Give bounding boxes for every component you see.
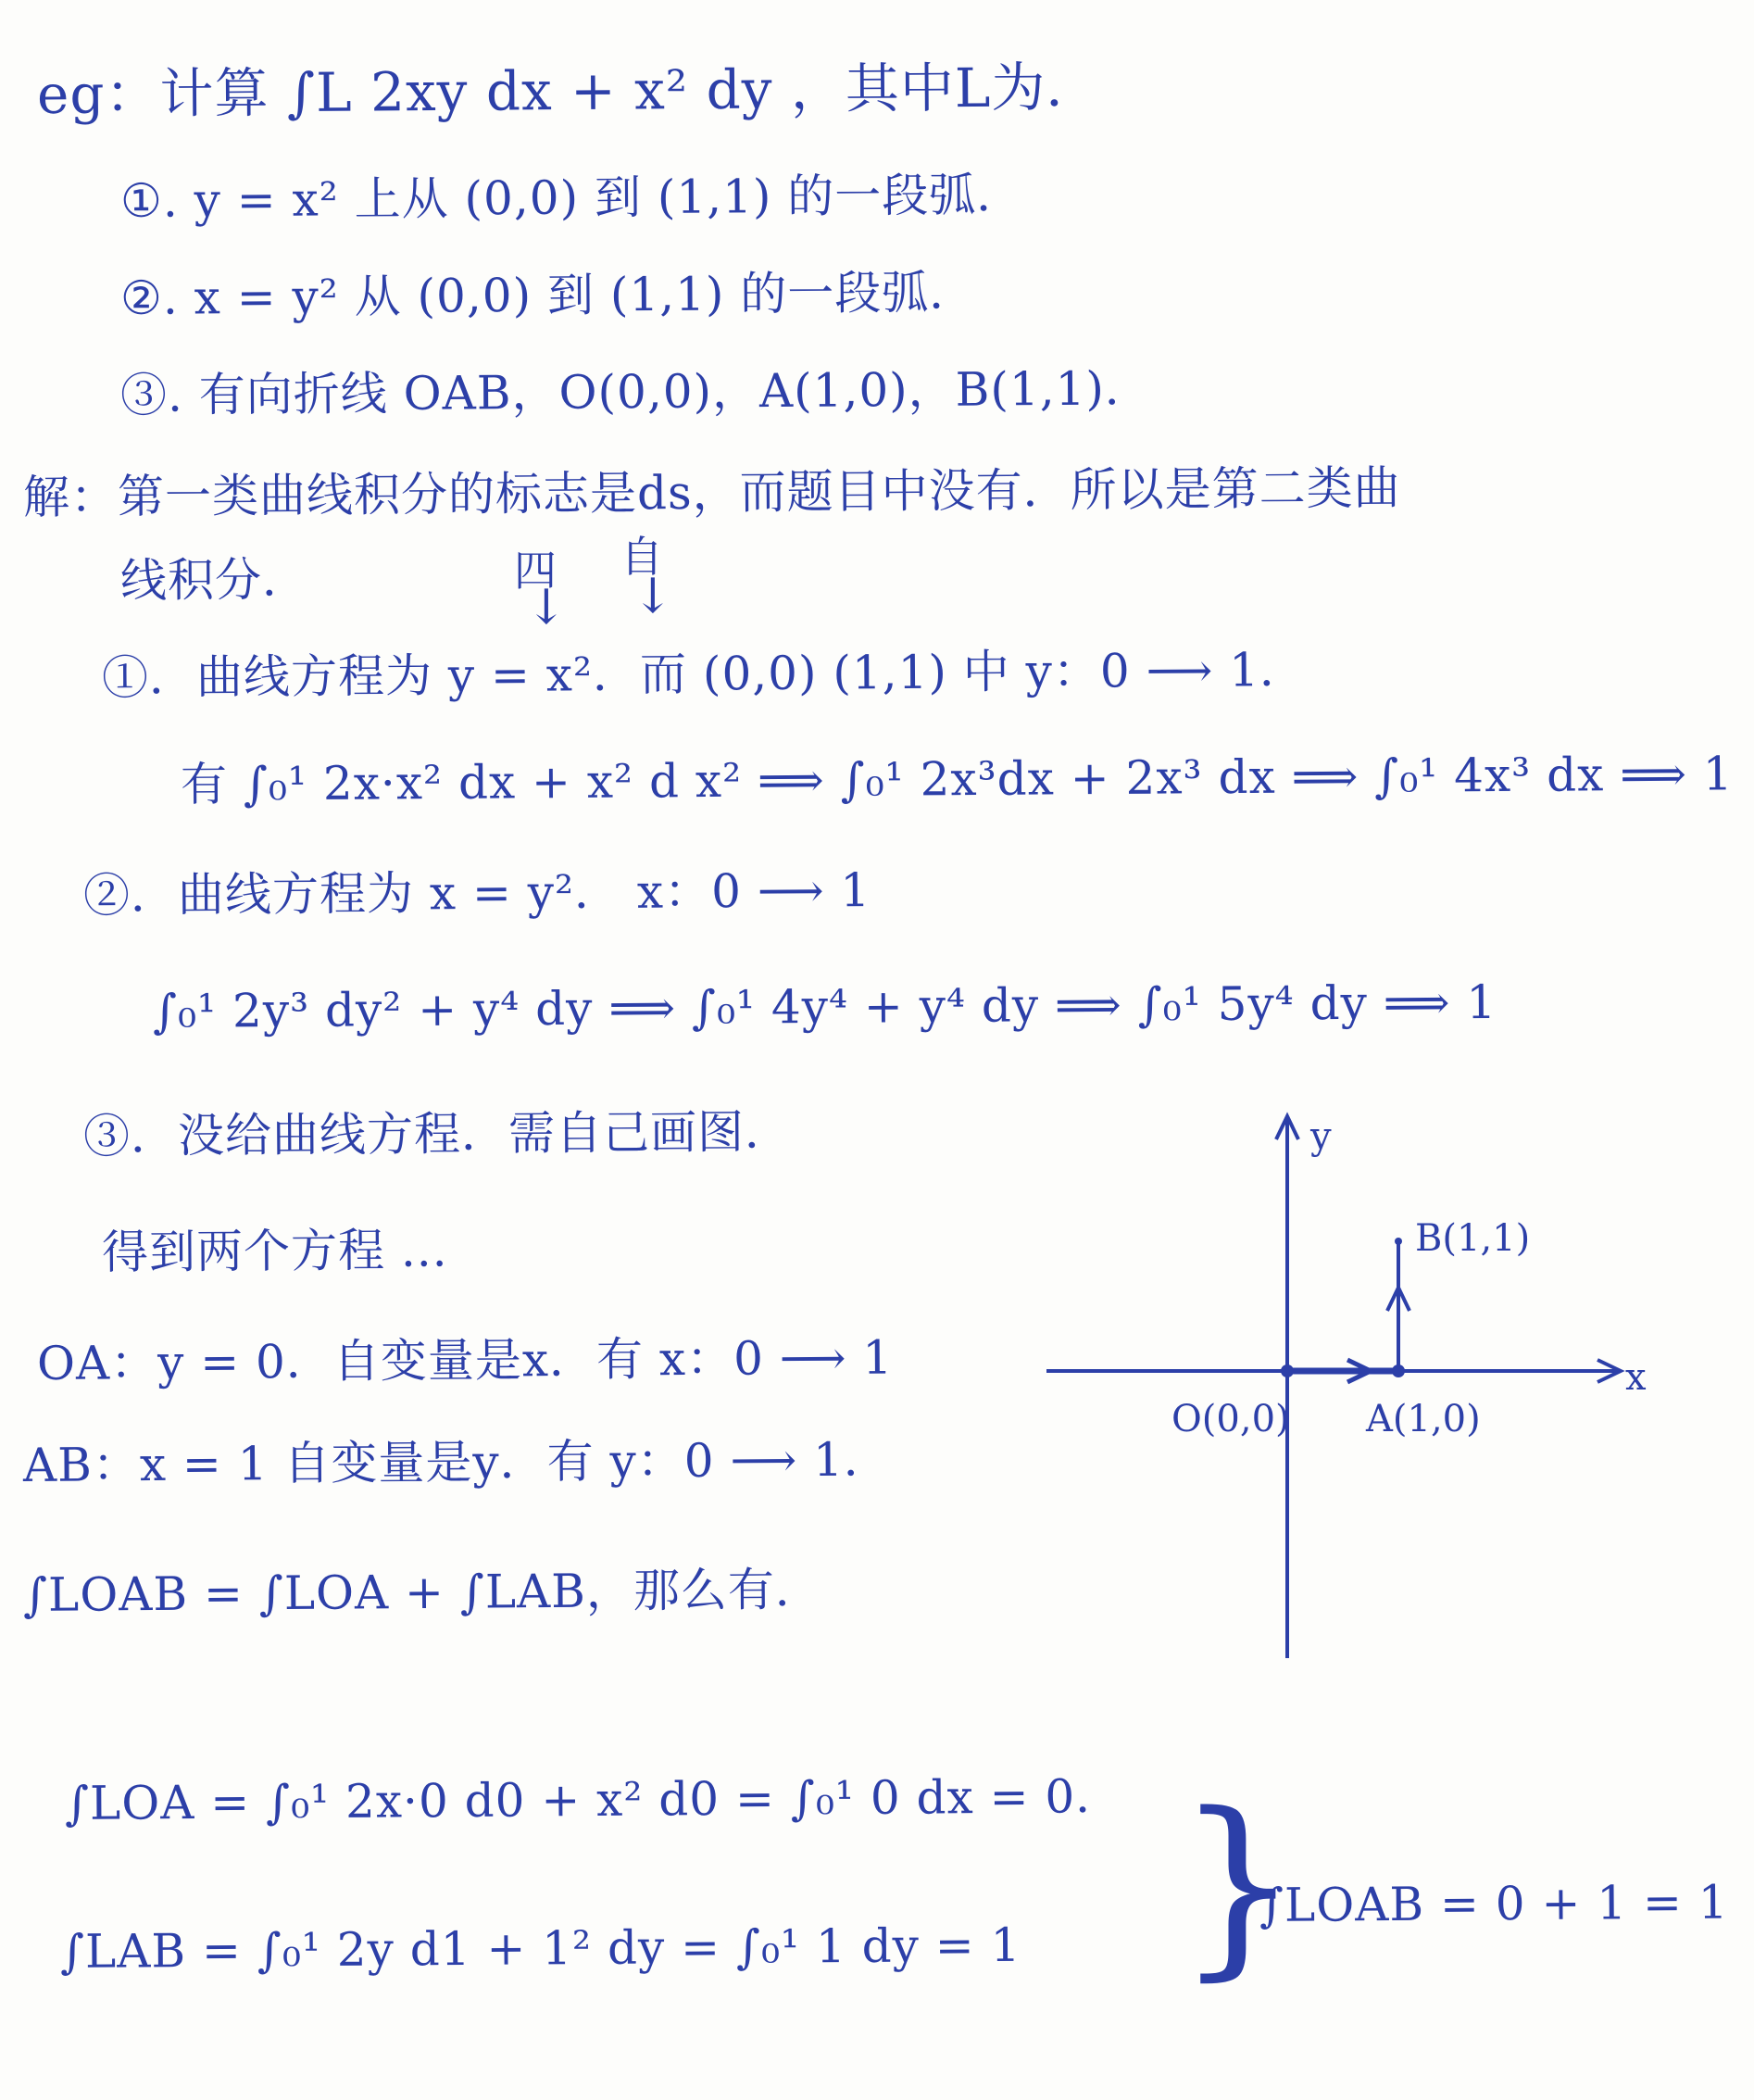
point-a bbox=[1392, 1364, 1405, 1377]
annotation-left-arrow-icon: ↓ bbox=[526, 580, 567, 635]
part3-line-1: ③．没给曲线方程．需自己画图． bbox=[82, 1104, 793, 1163]
part3-line-2: 得到两个方程 ... bbox=[101, 1223, 448, 1279]
problem-case-2: ②. x = y² 从 (0,0) 到 (1,1) 的一段弧． bbox=[119, 265, 977, 325]
annotation-right: 自 bbox=[620, 532, 663, 582]
part1-line-1: ①．曲线方程为 y = x²．而 (0,0) (1,1) 中 y：0 ⟶ 1． bbox=[101, 642, 1308, 705]
solution-intro-line-2: 线积分． bbox=[119, 552, 310, 608]
point-a-label: A(1,0) bbox=[1366, 1398, 1481, 1440]
part2-line-2: ∫₀¹ 2y³ dy² + y⁴ dy ⟹ ∫₀¹ 4y⁴ + y⁴ dy ⟹ ∫₀¹ 5y⁴ dy ⟹ 1 bbox=[152, 975, 1497, 1038]
problem-case-1: ①. y = x² 上从 (0,0) 到 (1,1) 的一段弧． bbox=[119, 168, 1024, 228]
final-result: ∫LOAB = 0 + 1 = 1 bbox=[1259, 1875, 1729, 1932]
integral-sum-line: ∫LOAB = ∫LOA + ∫LAB，那么有． bbox=[22, 1562, 823, 1622]
part2-line-1: ②．曲线方程为 x = y²． x：0 ⟶ 1 bbox=[82, 863, 871, 923]
problem-case-3: ③. 有向折线 OAB，O(0,0)，A(1,0)，B(1,1)． bbox=[119, 361, 1153, 422]
brace: } bbox=[1176, 1771, 1300, 1998]
part1-line-2: 有 ∫₀¹ 2x·x² dx + x² d x² ⟹ ∫₀¹ 2x³dx + 2x³ dx ⟹ ∫₀¹ 4x³ dx ⟹ 1 bbox=[180, 747, 1734, 811]
point-b bbox=[1395, 1238, 1402, 1245]
x-axis-label: x bbox=[1625, 1356, 1647, 1399]
solution-intro-line-1: 解：第一类曲线积分的标志是ds，而题目中没有．所以是第二类曲 bbox=[22, 460, 1401, 524]
annotation-right-arrow-icon: ↓ bbox=[633, 569, 673, 624]
coordinate-graph bbox=[1028, 1102, 1676, 1677]
oa-segment-line: OA：y = 0．自变量是x．有 x：0 ⟶ 1 bbox=[36, 1330, 894, 1390]
loa-integral-line: ∫LOA = ∫₀¹ 2x·0 d0 + x² d0 = ∫₀¹ 0 dx = 0． bbox=[64, 1769, 1123, 1830]
origin-point bbox=[1281, 1364, 1294, 1377]
annotation-left: 四 bbox=[514, 546, 557, 596]
origin-label: O(0,0) bbox=[1171, 1398, 1290, 1440]
y-axis-label: y bbox=[1310, 1115, 1332, 1158]
point-b-label: B(1,1) bbox=[1415, 1217, 1531, 1260]
problem-title: eg：计算 ∫L 2xy dx + x² dy ，其中L为． bbox=[36, 55, 1101, 126]
ab-segment-line: AB：x = 1 自变量是y．有 y：0 ⟶ 1． bbox=[22, 1432, 892, 1492]
lab-integral-line: ∫LAB = ∫₀¹ 2y d1 + 1² dy = ∫₀¹ 1 dy = 1 bbox=[59, 1918, 1021, 1979]
